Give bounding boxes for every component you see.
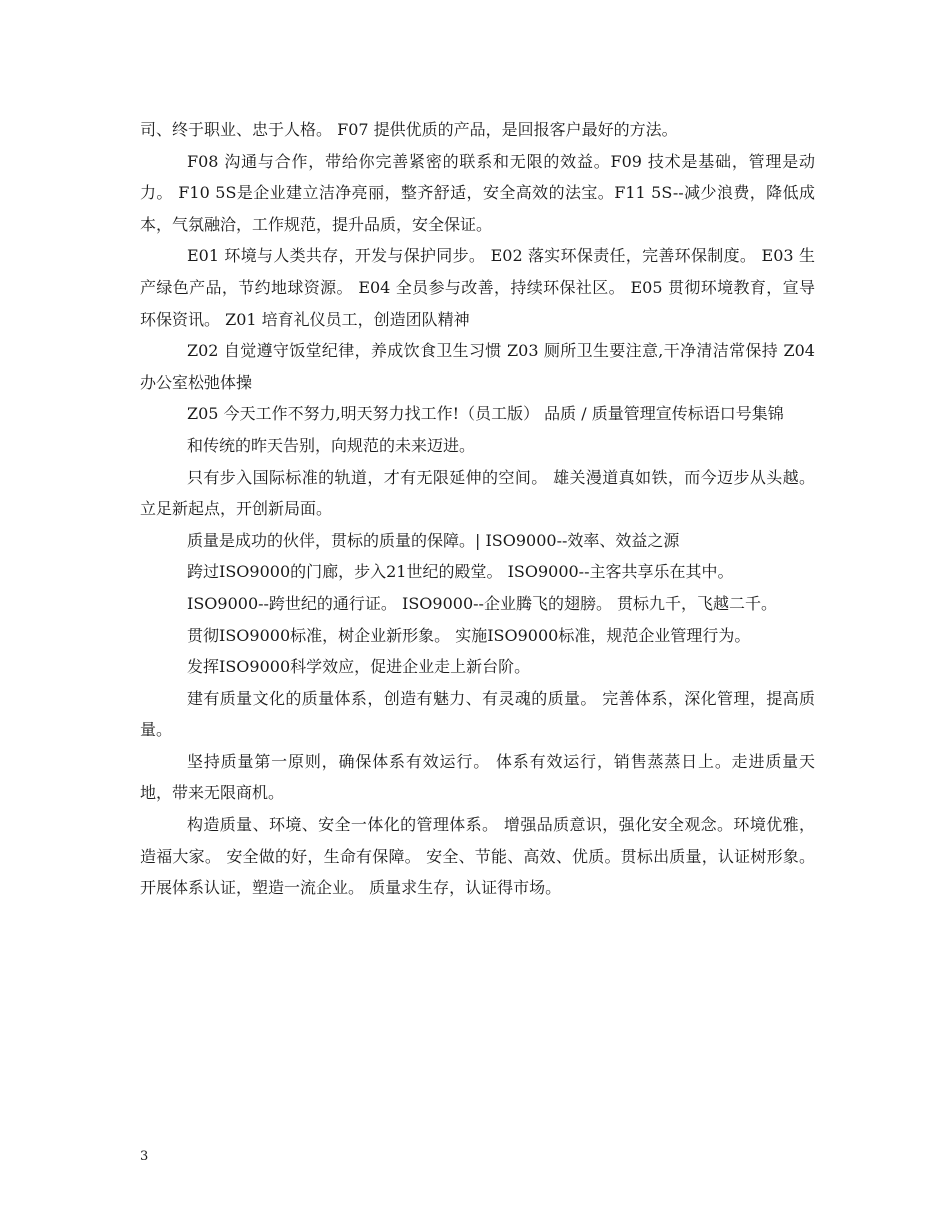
paragraph: F08 沟通与合作，带给你完善紧密的联系和无限的效益。F09 技术是基础，管理是动力。 F10 5S是企业建立洁净亮丽，整齐舒适，安全高效的法宝。F11 5S--减少浪费，降低成本，气氛融洽，工作规范，提升品质，安全保证。	[140, 151, 815, 234]
paragraph: 建有质量文化的质量体系，创造有魅力、有灵魂的质量。 完善体系，深化管理，提高质量。	[140, 688, 815, 740]
page-number: 3	[140, 1149, 149, 1164]
paragraph: 发挥ISO9000科学效应，促进企业走上新台阶。	[187, 657, 531, 677]
paragraph: 司、终于职业、忠于人格。 F07 提供优质的产品，是回报客户最好的方法。	[140, 120, 678, 139]
paragraph: E01 环境与人类共存，开发与保护同步。 E02 落实环保责任，完善环保制度。 E03 生产绿色产品，节约地球资源。 E04 全员参与改善，持续环保社区。 E05 贯彻环境教育，宣导环保资讯。 Z01 培育礼仪员工，创造团队精神	[140, 246, 815, 329]
paragraph: 构造质量、环境、安全一体化的管理体系。 增强品质意识，强化安全观念。环境优雅，造福大家。 安全做的好，生命有保障。 安全、节能、高效、优质。贯标出质量，认证树形象。 开展体系认证，塑造一流企业。 质量求生存，认证得市场。	[140, 815, 815, 898]
paragraph: 跨过ISO9000的门廊，步入21世纪的殿堂。 ISO9000--主客共享乐在其中。	[187, 562, 734, 582]
paragraph: Z02 自觉遵守饭堂纪律，养成饮食卫生习惯 Z03 厕所卫生要注意,干净清洁常保持 Z04 办公室松弛体操	[140, 341, 815, 392]
paragraph: ISO9000--跨世纪的通行证。 ISO9000--企业腾飞的翅膀。 贯标九千，飞越二千。	[187, 593, 778, 613]
paragraph: 和传统的昨天告别，向规范的未来迈进。	[187, 435, 476, 455]
paragraph: 质量是成功的伙伴，贯标的质量的保障。| ISO9000--效率、效益之源	[187, 530, 680, 550]
paragraph: 只有步入国际标准的轨道，才有无限延伸的空间。 雄关漫道真如铁，而今迈步从头越。 立足新起点，开创新局面。	[140, 467, 815, 519]
paragraph: Z05 今天工作不努力,明天努力找工作!（员工版） 品质 / 质量管理宣传标语口号集锦	[187, 404, 784, 424]
paragraph: 贯彻ISO9000标准，树企业新形象。 实施ISO9000标准，规范企业管理行为。	[187, 625, 751, 645]
paragraph: 坚持质量第一原则，确保体系有效运行。 体系有效运行，销售蒸蒸日上。走进质量天地，带来无限商机。	[140, 751, 815, 803]
document-body	[140, 114, 815, 904]
